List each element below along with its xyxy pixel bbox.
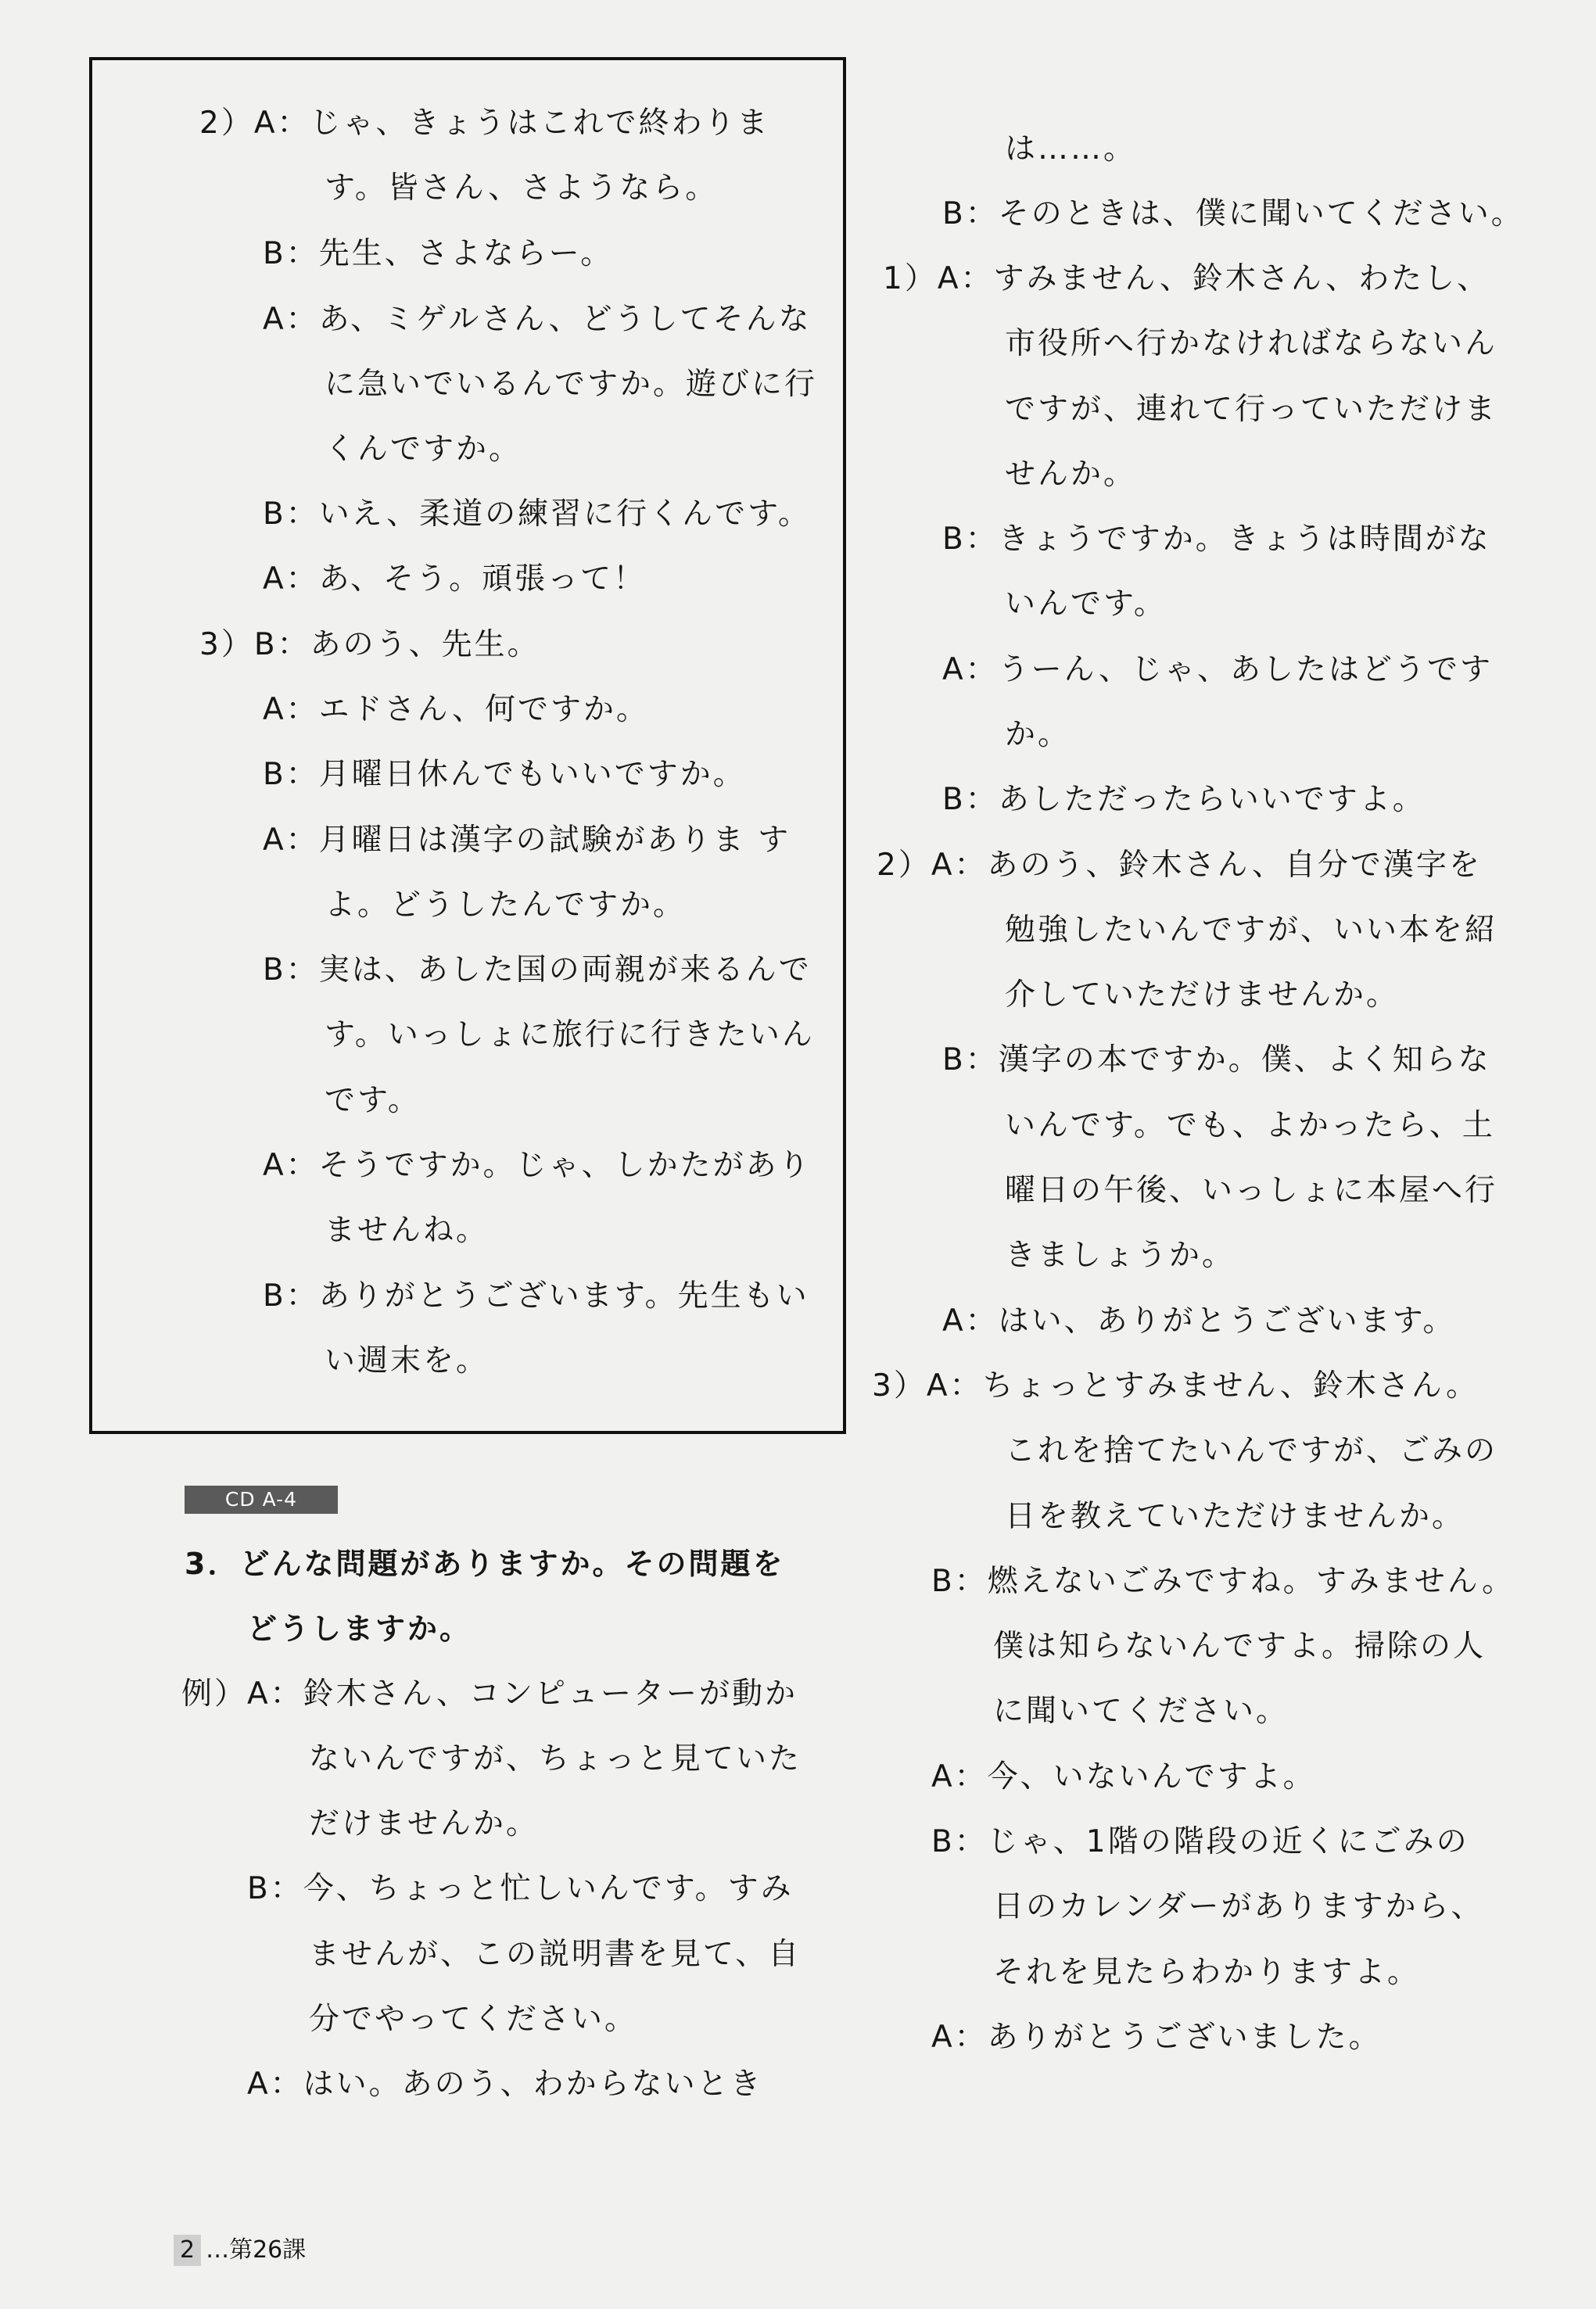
dialogue-line: に聞いてください。 <box>993 1694 1289 1729</box>
dialogue-line: B：じゃ、1階の階段の近くにごみの <box>931 1824 1469 1859</box>
dialogue-line: B：あしただったらいいですよ。 <box>942 782 1426 817</box>
dialogue-line: 市役所へ行かなければならないん <box>1005 326 1498 361</box>
dialogue-line: 分でやってください。 <box>309 2002 638 2037</box>
page-footer <box>174 2235 306 2266</box>
dialogue-line: これを捨てたいんですが、ごみの <box>1005 1433 1498 1468</box>
dialogue-line: B：燃えないごみですね。すみません。 <box>931 1564 1515 1599</box>
dialogue-line: B：ありがとうございます。先生もい <box>263 1278 809 1314</box>
dialogue-line: ですが、連れて行っていただけま <box>1005 392 1498 427</box>
dialogue-line: よ。どうしたんですか。 <box>325 887 687 923</box>
dialogue-line: ませんね。 <box>325 1213 490 1248</box>
dialogue-line: きましょうか。 <box>1005 1238 1236 1273</box>
dialogue-line: B：そのときは、僕に聞いてください。 <box>942 196 1524 231</box>
dialogue-line: 僕は知らないんですよ。掃除の人 <box>993 1629 1487 1664</box>
dialogue-line: B：きょうですか。きょうは時間がな <box>942 522 1491 557</box>
dialogue-line: 介していただけませんか。 <box>1005 977 1400 1013</box>
dialogue-line: A：あ、そう。頑張って！ <box>263 561 647 597</box>
dialogue-line: A：月曜日は漢字の試験がありま す <box>263 823 791 858</box>
dialogue-line: す。皆さん、さようなら。 <box>325 170 719 206</box>
dialogue-line: A：うーん、じゃ、あしたはどうです <box>942 652 1494 687</box>
dialogue-line: A：ありがとうございました。 <box>931 2020 1382 2055</box>
dialogue-line: B：先生、さよならー。 <box>263 236 614 271</box>
dialogue-line: 2）A：じゃ、きょうはこれで終わりま <box>199 106 770 141</box>
dialogue-line: B：実は、あした国の両親が来るんで <box>263 952 812 988</box>
dialogue-line: 例）A：鈴木さん、コンピューターが動か <box>181 1676 798 1712</box>
dialogue-line: A：あ、ミゲルさん、どうしてそんな <box>263 302 812 337</box>
dialogue-line: 勉強したいんですが、いい本を紹 <box>1005 912 1498 948</box>
dialogue-line: です。 <box>325 1083 421 1118</box>
dialogue-line: A：そうですか。じゃ、しかたがあり <box>263 1148 812 1183</box>
dialogue-line: B：今、ちょっと忙しいんです。すみ <box>247 1871 794 1906</box>
cd-track-label: CD A-4 <box>185 1486 338 1514</box>
dialogue-line: ないんですが、ちょっと見ていた <box>309 1741 802 1777</box>
dialogue-line: いんです。 <box>1005 586 1167 622</box>
dialogue-line: 1）A：すみません、鈴木さん、わたし、 <box>883 261 1490 296</box>
section-heading: どうしますか。 <box>247 1612 472 1646</box>
lesson-label: …第26課 <box>206 2236 307 2264</box>
dialogue-line: は……。 <box>1005 131 1137 167</box>
section-heading: 3．どんな問題がありますか。その問題を <box>185 1547 785 1581</box>
dialogue-line: 日を教えていただけませんか。 <box>1005 1499 1465 1534</box>
dialogue-line: 日のカレンダーがありますから、 <box>993 1889 1484 1924</box>
dialogue-line: B：漢字の本ですか。僕、よく知らな <box>942 1042 1491 1077</box>
dialogue-line: A：はい。あのう、わからないとき <box>247 2067 763 2102</box>
dialogue-line: 3）B：あのう、先生。 <box>199 627 540 662</box>
dialogue-line: A：エドさん、何ですか。 <box>263 692 650 727</box>
dialogue-line: い週末を。 <box>325 1343 490 1379</box>
dialogue-line: ませんが、この説明書を見て、自 <box>309 1937 802 1972</box>
dialogue-line: に急いでいるんですか。遊びに行 <box>325 367 818 402</box>
dialogue-line: 曜日の午後、いっしょに本屋へ行 <box>1005 1173 1498 1208</box>
dialogue-line: A：はい、ありがとうございます。 <box>942 1303 1456 1339</box>
dialogue-line: それを見たらわかりますよ。 <box>993 1955 1421 1990</box>
dialogue-line: A：今、いないんですよ。 <box>931 1759 1316 1794</box>
dialogue-line: だけませんか。 <box>309 1806 540 1841</box>
dialogue-line: くんですか。 <box>325 432 522 467</box>
dialogue-line: B：月曜日休んでもいいですか。 <box>263 757 746 792</box>
dialogue-line: か。 <box>1005 717 1071 752</box>
dialogue-line: 2）A：あのう、鈴木さん、自分で漢字を <box>877 848 1482 883</box>
dialogue-line: B：いえ、柔道の練習に行くんです。 <box>263 497 811 532</box>
dialogue-line: 3）A：ちょっとすみません、鈴木さん。 <box>872 1368 1479 1404</box>
page-number: 2 <box>174 2235 201 2266</box>
dialogue-line: せんか。 <box>1005 457 1137 492</box>
dialogue-line: す。いっしょに旅行に行きたいん <box>325 1017 815 1052</box>
dialogue-line: いんです。でも、よかったら、土 <box>1005 1108 1495 1143</box>
